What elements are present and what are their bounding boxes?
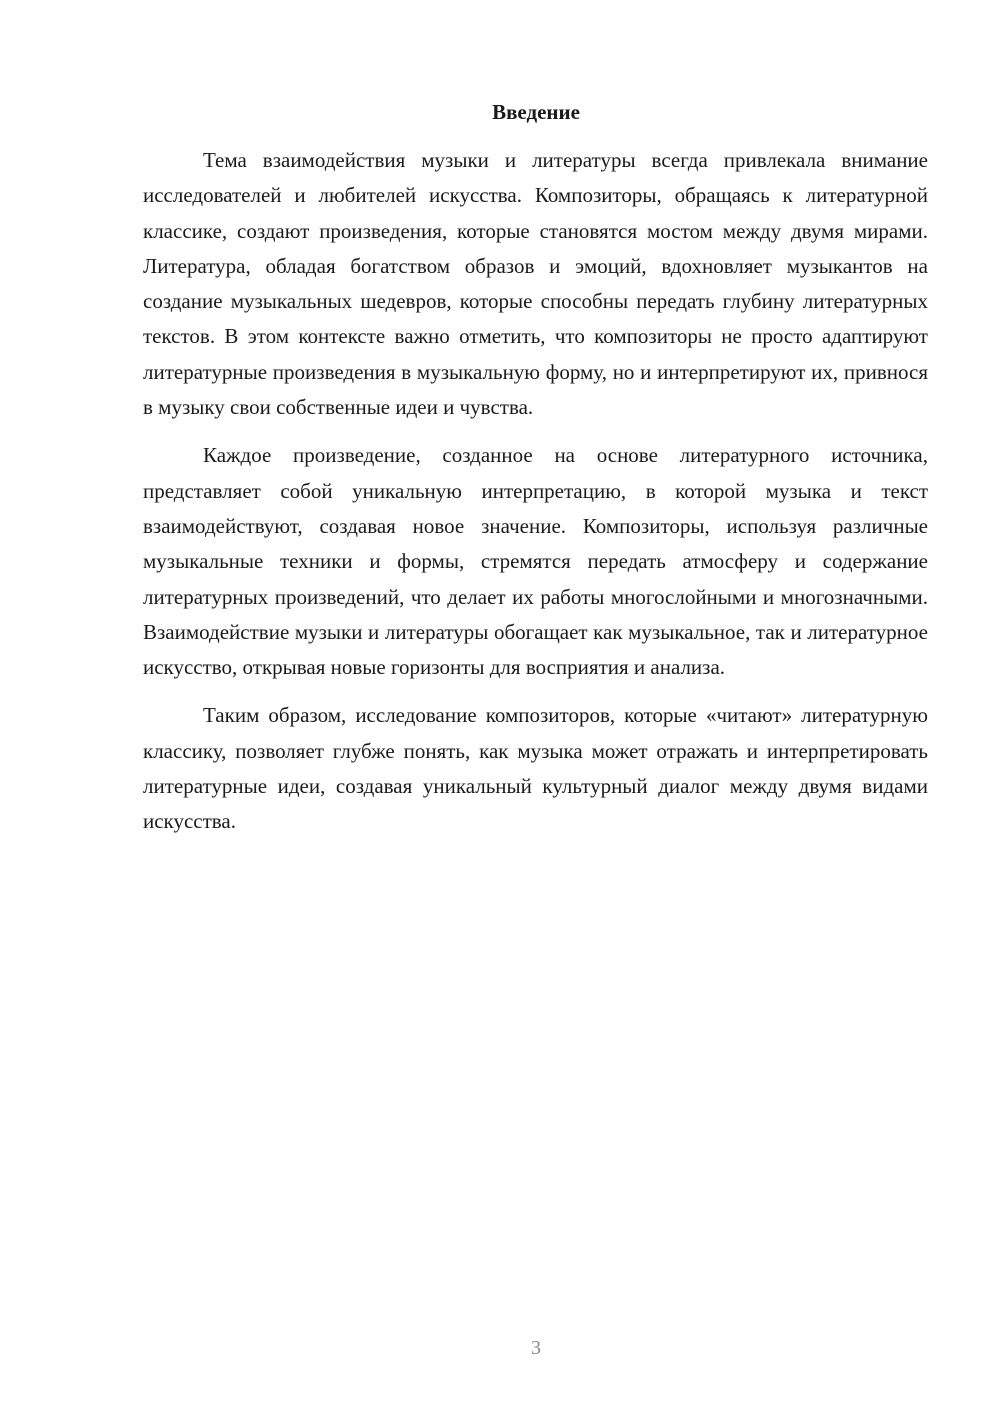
- paragraph-2: Каждое произведение, созданное на основе литературного источника, представляет собой уникальную интерпретацию, в которой музыка и текст взаимодействуют, создавая новое значение. Композиторы, используя различные музыкальные техники и формы, стремятся передать атмосферу и содержание литературных произведений, что делает их работы многослойными и многозначными. Взаимодействие музыки и литературы обогащает как музыкальное, так и литературное искусство, открывая новые горизонты для восприятия и анализа.: [143, 443, 928, 680]
- body-text: [143, 143, 928, 840]
- paragraph-3: Таким образом, исследование композиторов, которые «читают» литературную классику, позволяет глубже понять, как музыка может отражать и интерпретировать литературные идеи, создавая уникальный культурный диалог между двумя видами искусства.: [143, 703, 928, 834]
- page-number: 3: [531, 1337, 541, 1359]
- paragraph-1: Тема взаимодействия музыки и литературы всегда привлекала внимание исследователей и любителей искусства. Композиторы, обращаясь к литературной классике, создают произведения, которые становятся мостом между двумя мирами. Литература, обладая богатством образов и эмоций, вдохновляет музыкантов на создание музыкальных шедевров, которые способны передать глубину литературных текстов. В этом контексте важно отметить, что композиторы не просто адаптируют литературные произведения в музыкальную форму, но и интерпретируют их, привнося в музыку свои собственные идеи и чувства.: [143, 148, 928, 420]
- section-heading: Введение: [492, 100, 580, 124]
